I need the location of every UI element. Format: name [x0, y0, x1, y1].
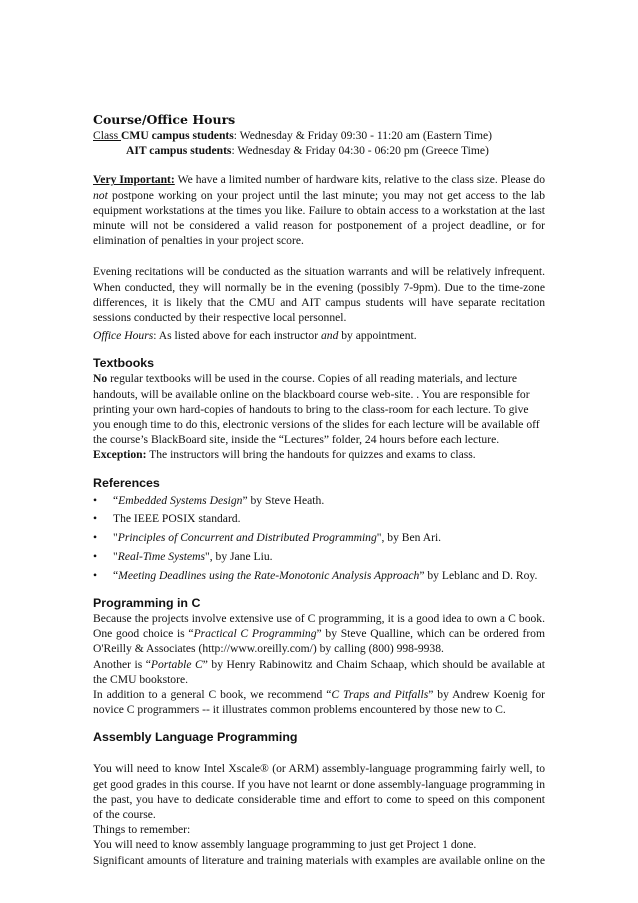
programming-c-paragraph-1 [93, 611, 545, 657]
office-hours-and: and [320, 329, 339, 343]
assembly-heading: Assembly Language Programming [93, 730, 298, 745]
exception-line [93, 447, 545, 462]
ref-title: Principles of Concurrent and Distributed Programming [117, 531, 377, 545]
programming-c-paragraph-2 [93, 657, 545, 687]
ait-time: : Wednesday & Friday 04:30 - 06:20 pm (Greece Time) [231, 144, 489, 158]
ref-post: ", by Jane Liu. [205, 550, 273, 564]
office-hours-text-2: by appointment. [338, 329, 417, 343]
list-item [93, 493, 545, 508]
references-heading: References [93, 475, 160, 490]
important-label: Very Important: [93, 173, 175, 187]
ait-label: AIT campus students [126, 144, 232, 158]
recitations-paragraph: Evening recitations will be conducted as the situation warrants and will be relatively infrequent. When conducted, they will normally be in the evening (possibly 7-9pm). Due to the time-zone differences, it is likely that the CMU and AIT campus students will have separate recitation sessions conducted by their respective local personnel. [93, 265, 545, 325]
ref-post: The IEEE POSIX standard. [113, 512, 241, 526]
assembly-paragraph-2: Things to remember: [93, 823, 191, 837]
important-text-2: postpone working on your project until the last minute; you may not get access to the lab equipment workstations at the times you like. Failure to obtain access to a workstation at the last minute will not be considered a valid reason for postponement of a project deadline, or for elimination of penalties in your project score. [93, 188, 545, 248]
c-p3-text-a: In addition to a general C book, we recommend “ [93, 688, 332, 702]
assembly-paragraph-3: You will need to know assembly language programming to just get Project 1 done. [93, 838, 477, 852]
c-p2-title: Portable C [150, 657, 203, 671]
course-hours-heading: Course/Office Hours [93, 112, 236, 127]
list-item [93, 568, 545, 583]
ait-hours-line [93, 143, 545, 158]
important-paragraph [93, 172, 545, 248]
cmu-time: : Wednesday & Friday 09:30 - 11:20 am (Eastern Time) [233, 129, 493, 142]
textbooks-paragraph [93, 371, 545, 447]
exception-label: Exception: [93, 448, 147, 462]
list-item [93, 530, 545, 545]
cmu-hours-line [93, 128, 545, 143]
ref-pre: “ [113, 568, 119, 582]
bullet-icon: • [93, 568, 98, 582]
bullet-icon: • [93, 550, 98, 564]
exception-text: The instructors will bring the handouts for quizzes and exams to class. [146, 448, 476, 462]
ref-pre: " [113, 550, 118, 564]
ref-title: Meeting Deadlines using the Rate-Monotonic Analysis Approach [118, 568, 420, 582]
textbooks-text: regular textbooks will be used in the course. Copies of all reading materials, and lecture handouts, will be available online on the blackboard course web-site. . You are responsible for printing your own hard-copies of handouts to bring to the class-room for each lecture. To give you enough time to do this, electronic versions of the slides for each lecture will be available off the course’s BlackBoard site, inside the “Lectures” folder, 24 hours before each lecture. [93, 372, 540, 447]
bullet-icon: • [93, 493, 98, 507]
office-hours-text-1: : As listed above for each instructor [153, 329, 321, 343]
ref-post: ” by Steve Heath. [242, 493, 325, 507]
list-item [93, 549, 545, 564]
programming-c-heading: Programming in C [93, 596, 201, 611]
important-not: not [93, 188, 108, 202]
references-list [93, 493, 545, 583]
textbooks-no: No [93, 372, 108, 386]
ref-pre: " [113, 531, 118, 545]
ref-post: ", by Ben Ari. [376, 531, 442, 545]
important-text-1: We have a limited number of hardware kits, relative to the class size. Please do [174, 173, 545, 187]
class-label: Class [93, 129, 122, 142]
bullet-icon: • [93, 531, 98, 545]
c-p1-text-b: ” by Steve Qualline, which can be ordered from O'Reilly & Associates (http://www.oreilly.com/) by calling (800) 998-9938. [93, 627, 545, 656]
assembly-paragraph-1: You will need to know Intel Xscale® (or ARM) assembly-language programming fairly well, to get good grades in this course. If you have not learnt or done assembly-language programming in the past, you have to dedicate considerable time and effort to come to speed on this component of the course. [93, 762, 545, 822]
c-p1-title: Practical C Programming [193, 627, 317, 641]
textbooks-heading: Textbooks [93, 356, 155, 371]
cmu-label: CMU campus students [121, 129, 234, 142]
ref-title: Embedded Systems Design [118, 493, 243, 507]
office-hours-line [93, 328, 545, 343]
c-p2-text-b: ” by Henry Rabinowitz and Chaim Schaap, which should be available at the CMU bookstore. [93, 657, 545, 686]
office-hours-label: Office Hours [93, 329, 154, 343]
ref-title: Real-Time Systems [117, 550, 205, 564]
ref-pre: “ [113, 493, 119, 507]
assembly-paragraph-4: Significant amounts of literature and training materials with examples are available online on the [93, 853, 545, 867]
c-p3-title: C Traps and Pitfalls [331, 688, 429, 702]
c-p1-text-a: Because the projects involve extensive use of C programming, it is a good idea to own a C book. One good choice is “ [93, 612, 545, 641]
c-p2-text-a: Another is “ [93, 657, 151, 671]
programming-c-paragraph-3 [93, 687, 545, 717]
bullet-icon: • [93, 512, 98, 526]
list-item [93, 511, 545, 526]
c-p3-text-b: ” by Andrew Koenig for novice C programmers -- it illustrates common problems encountered by those new to C. [93, 688, 545, 717]
ref-post: ” by Leblanc and D. Roy. [419, 568, 538, 582]
document-page [93, 112, 545, 868]
